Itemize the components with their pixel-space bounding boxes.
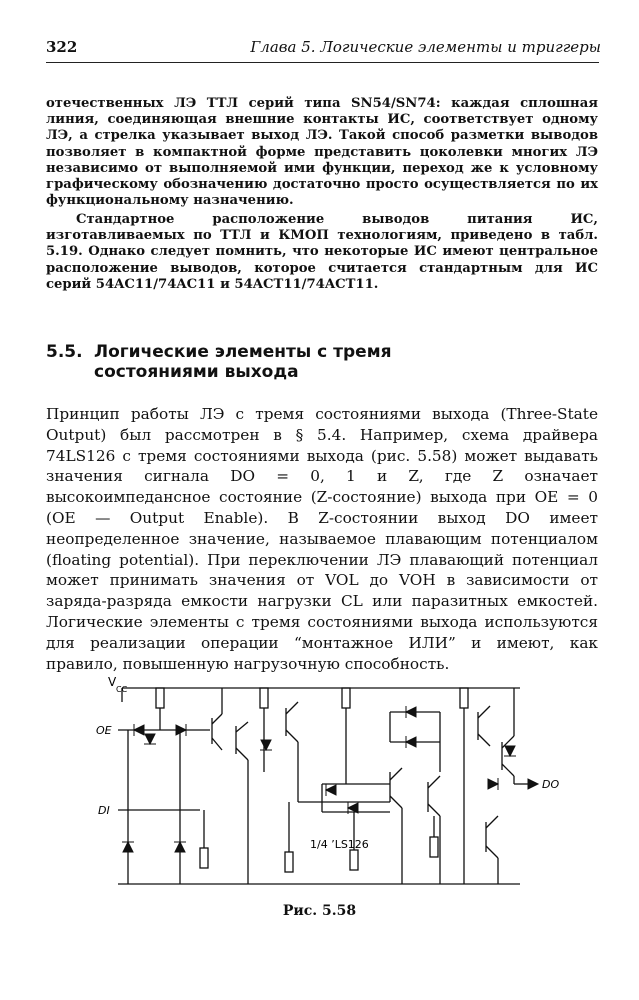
oe-label: OE xyxy=(96,724,112,737)
circuit-figure xyxy=(90,672,560,910)
page-header xyxy=(46,38,601,60)
paragraph-2: Стандартное расположение выводов питания ИС, изготавливаемых по ТТЛ и КМОП технологиям, приведено в табл. 5.19. Однако следует помнить, что некоторые ИС имеют центральное расположение выводов, которое считается стандартным для ИС серий 54AC11/74AC11 и 54ACT11/74ACT11. xyxy=(46,212,598,292)
vcc-label: V xyxy=(108,675,117,689)
section-title-line1: Логические элементы с тремя xyxy=(94,342,392,362)
running-head: Глава 5. Логические элементы и триггеры xyxy=(250,38,601,56)
section-number: 5.5. xyxy=(46,342,83,362)
chip-label: 1/4 ’LS126 xyxy=(310,838,369,851)
circuit-schematic xyxy=(90,672,560,910)
figure-caption: Рис. 5.58 xyxy=(282,903,357,919)
section-title-line2: состояниями выхода xyxy=(94,362,299,382)
do-label: DO xyxy=(542,778,560,791)
header-rule xyxy=(46,62,599,63)
page-number: 322 xyxy=(46,38,78,56)
di-label: DI xyxy=(98,804,110,817)
vcc-sub-label: CC xyxy=(116,685,128,694)
section-heading xyxy=(46,342,606,382)
paragraph-3: Принцип работы ЛЭ с тремя состояниями выхода (Three-State Output) был рассмотрен в § 5.4. Например, схема драйвера 74LS126 с тремя состояниями выхода (рис. 5.58) может выдавать значения сигнала DO = 0, 1 и Z, где Z означает высокоимпедансное состояние (Z-состояние) выхода при OE = 0 (OE — Output Enable). В Z-состоянии выход DO имеет неопределенное значение, называемое плавающим потенциалом (floating potential). При переключении ЛЭ плавающий потенциал может принимать значения от VOL до VOH в зависимости от заряда-разряда емкости нагрузки CL или паразитных емкостей. Логические элементы с тремя состояниями выхода используются для реализации операции “монтажное ИЛИ” и имеют, как правило, повышенную нагрузочную способность. xyxy=(46,405,598,673)
paragraph-1: отечественных ЛЭ ТТЛ серий типа SN54/SN74: каждая сплошная линия, соединяющая внешние контакты ИС, соответствует одному ЛЭ, а стрелка указывает выход ЛЭ. Такой способ разметки выводов позволяет в компактной форме представить цоколевки многих ЛЭ независимо от выполняемой ими функции, переход же к условному графическому обозначению достаточно просто осуществляется по их функциональному назначению. xyxy=(46,96,598,209)
